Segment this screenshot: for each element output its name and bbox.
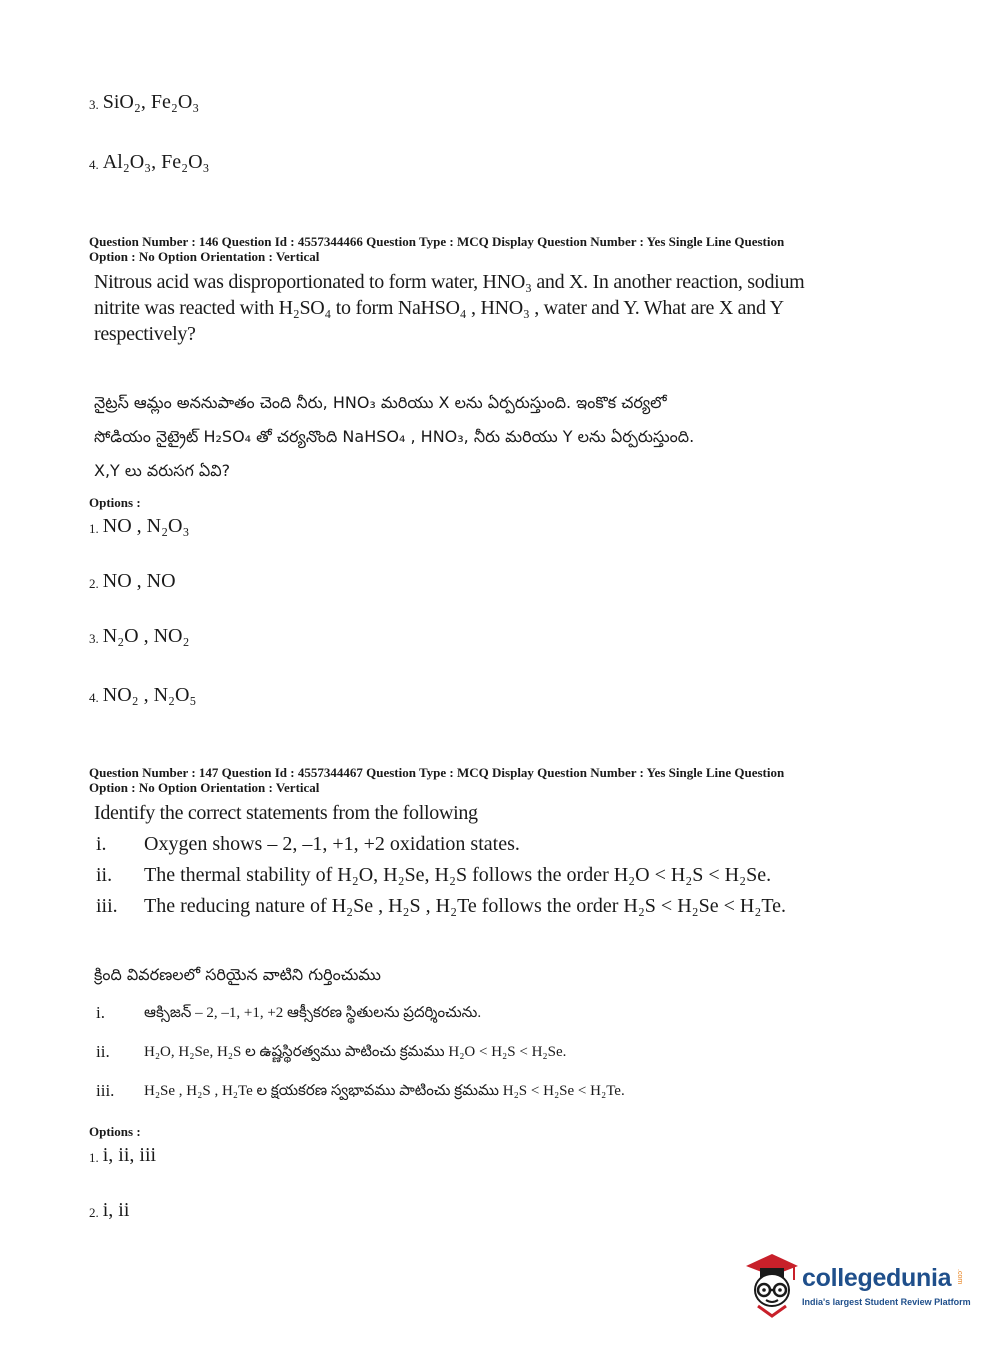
statement-numeral: ii. [96,1042,110,1061]
q146-english-line3: respectively? [94,323,196,345]
q147-options-label: Options : [89,1124,141,1139]
option-value: SiO₂, Fe₂O₃ [102,91,200,113]
statement-text: The thermal stability of H₂O, H₂Se, H₂S follows the order H₂O < H₂S < H₂Se. [144,864,772,886]
prev-option-4[interactable] [89,152,210,172]
statement-numeral: iii. [96,1081,115,1100]
option-value: NO , NO [102,570,176,592]
logo-brand-text: collegedunia [802,1264,952,1292]
q146-meta-line1: Question Number : 146 Question Id : 4557344466 Question Type : MCQ Display Question Number : Yes Single Line Question [89,234,785,249]
logo-tagline: India's largest Student Review Platform [802,1297,971,1307]
q146-english-text [94,269,884,347]
q147-meta [89,765,909,795]
option-value: i, ii, iii [102,1144,157,1166]
option-number: 1. [89,1150,99,1165]
q147-telugu-statement-3 [96,1078,896,1104]
statement-numeral: ii. [96,864,113,886]
q146-telugu-line3: X,Y లు వరుసగ ఏవి? [94,461,231,480]
q146-telugu-text [94,386,894,488]
option-value: i, ii [102,1199,130,1221]
q146-telugu-line2: సోడియం నైట్రైట్ H₂SO₄ తో చర్యనొంది NaHSO₄ , HNO₃, నీరు మరియు Y లను ఏర్పరుస్తుంది. [94,427,695,446]
logo-com-text: .com [956,1269,963,1285]
q147-option-1[interactable] [89,1145,156,1165]
statement-numeral: i. [96,833,107,855]
q146-telugu-line1: నైట్రస్ ఆమ్లం అననుపాతం చెంది నీరు, HNO₃ మరియు X లను ఏర్పరుస్తుంది. ఇంకొక చర్యలో [94,393,667,412]
statement-text: ఆక్సిజన్ – 2, –1, +1, +2 ఆక్సీకరణ స్థితులను ప్రదర్శించును. [144,1005,482,1021]
option-number: 4. [89,157,99,172]
q146-options-label: Options : [89,495,141,510]
q146-meta-line2: Option : No Option Orientation : Vertical [89,249,320,264]
q147-meta-line2: Option : No Option Orientation : Vertical [89,780,320,795]
q147-telugu-statement-1 [96,1000,896,1026]
option-number: 2. [89,1205,99,1220]
option-value: NO₂ , N₂O₅ [102,684,197,706]
q146-option-2[interactable] [89,571,176,591]
option-number: 3. [89,631,99,646]
option-value: NO , N₂O₃ [102,515,190,537]
statement-text: Oxygen shows – 2, –1, +1, +2 oxidation states. [144,833,520,855]
q146-meta [89,234,909,264]
graduate-mascot-icon [742,1250,802,1320]
collegedunia-logo[interactable] [742,1250,972,1320]
option-value: N₂O , NO₂ [102,625,190,647]
q146-option-1[interactable] [89,516,189,536]
q147-telugu-title: క్రింది వివరణలలో సరియైన వాటిని గుర్తించుము [94,965,381,984]
q147-english-statement-1 [96,831,896,857]
option-number: 4. [89,690,99,705]
q146-option-3[interactable] [89,626,189,646]
q147-meta-line1: Question Number : 147 Question Id : 4557344467 Question Type : MCQ Display Question Number : Yes Single Line Question [89,765,785,780]
statement-text: H₂Se , H₂S , H₂Te ల క్షయకరణ స్వభావము పాటించు క్రమము H₂S < H₂Se < H₂Te. [144,1083,625,1099]
option-number: 3. [89,97,99,112]
statement-numeral: iii. [96,895,118,917]
statement-text: The reducing nature of H₂Se , H₂S , H₂Te follows the order H₂S < H₂Se < H₂Te. [144,895,787,917]
q146-english-line2: nitrite was reacted with H₂SO₄ to form NaHSO₄ , HNO₃ , water and Y. What are X and Y [94,297,784,319]
option-value: Al₂O₃, Fe₂O₃ [102,151,210,173]
statement-numeral: i. [96,1003,105,1022]
q147-english-title: Identify the correct statements from the following [94,802,478,824]
q146-english-line1: Nitrous acid was disproportionated to form water, HNO₃ and X. In another reaction, sodium [94,271,805,293]
q147-telugu-statement-2 [96,1039,896,1065]
statement-text: H₂O, H₂Se, H₂S ల ఉష్ణస్థిరత్వము పాటించు క్రమము H₂O < H₂S < H₂Se. [144,1044,567,1060]
prev-option-3[interactable] [89,92,199,112]
option-number: 2. [89,576,99,591]
q147-english-statement-3 [96,893,896,919]
q147-english-statement-2 [96,862,896,888]
option-number: 1. [89,521,99,536]
q146-option-4[interactable] [89,685,196,705]
q147-option-2[interactable] [89,1200,129,1220]
